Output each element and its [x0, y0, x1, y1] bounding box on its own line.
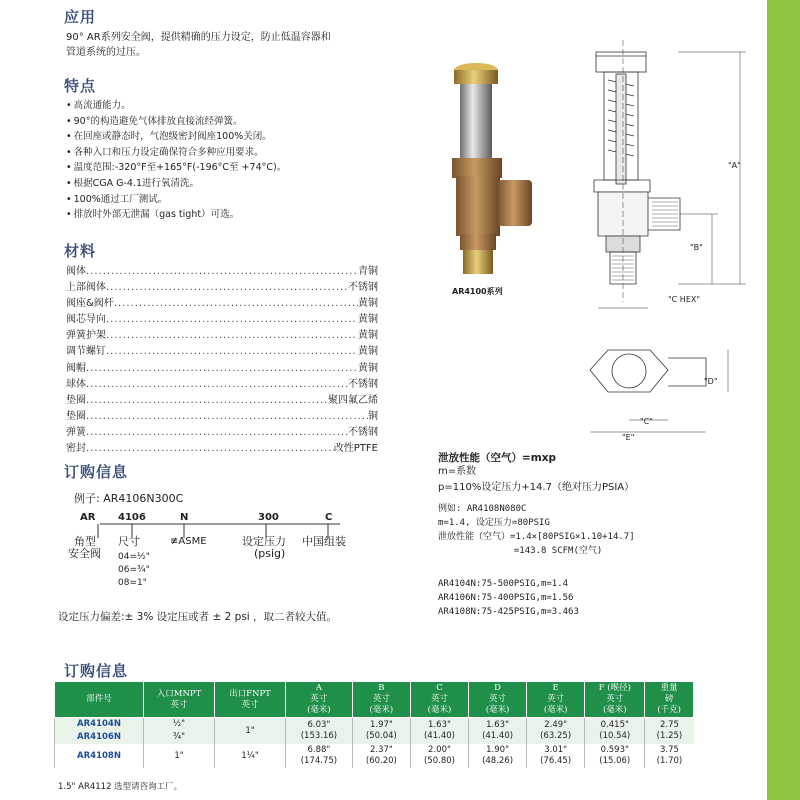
dim-c-label: "C"	[640, 417, 653, 426]
features-heading: 特点	[64, 77, 97, 95]
material-part: 垫圈	[66, 394, 86, 406]
part-number: AR4108N	[55, 744, 144, 768]
material-row	[66, 264, 378, 280]
flow-p-def: p=110%设定压力+14.7（绝对压力PSIA）	[438, 482, 635, 493]
dim-d-label: "D"	[704, 377, 718, 386]
feature-item: • 温度范围:-320°F至+165°F(-196°C至 +74°C)。	[66, 160, 286, 176]
material-value: 黄铜	[358, 330, 378, 342]
valve-inlet-hex	[460, 234, 496, 250]
feature-item: • 排放时外部无泄漏（gas tight）可选。	[66, 207, 286, 223]
dim-c: 1.63" (41.40)	[410, 718, 468, 745]
dim-e: 2.49" (63.25)	[527, 718, 585, 745]
material-row	[66, 280, 378, 296]
ordering-example: 例子: AR4106N300C	[74, 492, 184, 505]
label-asme: ≢ASME	[170, 536, 207, 547]
header-e: E 英寸 (毫米)	[527, 682, 585, 718]
material-part: 垫圈	[66, 410, 86, 422]
material-part: 球体	[66, 378, 86, 390]
feature-item: • 各种入口和压力设定确保符合多种应用要求。	[66, 145, 286, 161]
header-b: B 英寸 (毫米)	[352, 682, 410, 718]
table-heading: 订购信息	[64, 662, 129, 680]
size-option: 04=½"	[118, 552, 150, 562]
header-weight: 重量 磅 (千克)	[645, 682, 694, 718]
photo-caption: AR4100系列	[452, 287, 503, 296]
valve-inlet-thread	[463, 250, 493, 274]
material-part: 弹簧护架	[66, 330, 106, 342]
feature-item: • 100%通过工厂测试。	[66, 192, 286, 208]
label-type: 角型	[74, 535, 96, 548]
code-pressure: 300	[258, 512, 279, 523]
valve-outlet	[498, 180, 532, 226]
flow-range: AR4108N:75-425PSIG,m=3.463	[438, 607, 579, 617]
material-value: 改性PTFE	[333, 443, 378, 455]
code-n: N	[180, 512, 189, 523]
material-part: 调节螺钉	[66, 346, 106, 358]
flow-example-line: 泄放性能（空气）=1.4×[80PSIG×1.10+14.7]	[438, 532, 635, 542]
code-diagram	[70, 510, 360, 590]
application-text-line2: 管道系统的过压。	[66, 47, 146, 58]
header-c: C 英寸 (毫米)	[410, 682, 468, 718]
material-row	[66, 328, 378, 344]
dim-d: 1.63" (41.40)	[469, 718, 527, 745]
table-header-row	[55, 682, 694, 718]
drawing-top-outlet	[668, 358, 706, 386]
dim-f: 0.415" (10.54)	[585, 718, 645, 745]
flow-m-def: m=系数	[438, 466, 477, 477]
material-row	[66, 296, 378, 312]
dim-e-label: "E"	[622, 433, 635, 442]
flow-title: 泄放性能（空气）=mxp	[438, 452, 557, 464]
ordering-table	[54, 681, 694, 768]
dim-d: 1.90" (48.26)	[469, 744, 527, 768]
table-row	[55, 744, 694, 768]
dim-b: 1.97" (50.04)	[352, 718, 410, 745]
dim-b-label: "B"	[690, 243, 703, 252]
label-pressure-unit: (psig)	[254, 547, 286, 560]
materials-list	[66, 264, 378, 457]
material-value: 聚四氟乙烯	[328, 394, 378, 406]
material-value: 黄铜	[358, 362, 378, 374]
materials-heading: 材料	[64, 242, 97, 260]
material-part: 上部阀体	[66, 282, 106, 294]
label-assembly: 中国组装	[302, 535, 346, 548]
dim-a-label: "A"	[728, 161, 741, 170]
valve-body	[456, 176, 500, 236]
dim-chex-label: "C HEX"	[668, 295, 701, 304]
technical-drawing	[568, 40, 748, 450]
header-f: F (喉径) 英寸 (毫米)	[585, 682, 645, 718]
inlet-size: 1"	[144, 744, 215, 768]
label-pressure: 设定压力	[242, 535, 286, 548]
application-text-line1: 90° AR系列安全阀，提供精确的压力设定，防止低温容器和	[66, 32, 331, 43]
outlet-size: 1"	[215, 718, 286, 745]
application-heading: 应用	[64, 8, 97, 26]
material-value: 不锈钢	[348, 426, 378, 438]
green-side-bar	[767, 0, 800, 800]
feature-item: • 在回座或静态时，气泡级密封阀座100%关闭。	[66, 129, 286, 145]
table-footnote: 1.5" AR4112 选型请咨询工厂。	[58, 782, 183, 792]
code-c: C	[325, 512, 333, 523]
ordering-heading: 订购信息	[64, 463, 129, 481]
material-part: 阀座&阀杆	[66, 298, 114, 310]
material-row	[66, 312, 378, 328]
flow-example-line: 例如: AR4108N080C	[438, 504, 527, 514]
material-row	[66, 344, 378, 360]
features-list	[66, 98, 286, 223]
header-outlet: 出口FNPT 英寸	[215, 682, 286, 718]
material-part: 密封	[66, 443, 86, 455]
material-row	[66, 393, 378, 409]
material-row	[66, 377, 378, 393]
part-number: AR4106N	[55, 731, 144, 744]
code-size: 4106	[118, 512, 146, 523]
valve-photo	[430, 58, 540, 283]
material-row	[66, 441, 378, 457]
dim-c: 2.00" (50.80)	[410, 744, 468, 768]
feature-item: • 90°的构造避免气体排放直接流经弹簧。	[66, 114, 286, 130]
header-part: 部件号	[55, 682, 144, 718]
flow-example-line: m=1.4, 设定压力=80PSIG	[438, 518, 550, 528]
feature-item: • 根据CGA G-4.1进行氧清洗。	[66, 176, 286, 192]
flow-range: AR4104N:75-500PSIG,m=1.4	[438, 579, 569, 589]
material-value: 铜	[368, 410, 378, 422]
material-value: 不锈钢	[348, 282, 378, 294]
label-type2: 安全阀	[68, 547, 101, 560]
outlet-size: 1¼"	[215, 744, 286, 768]
material-value: 黄铜	[358, 346, 378, 358]
material-part: 阀体	[66, 266, 86, 277]
material-row	[66, 425, 378, 441]
flow-example-line: =143.8 SCFM(空气)	[438, 546, 603, 556]
pressure-tolerance: 设定压力偏差:± 3% 设定压或者 ± 2 psi ，取二者较大值。	[58, 611, 338, 623]
material-value: 黄铜	[358, 298, 378, 310]
drawing-cap	[596, 52, 646, 72]
dim-a: 6.88" (174.75)	[286, 744, 353, 768]
material-part: 阀芯导向	[66, 314, 106, 326]
dim-b: 2.37" (60.20)	[352, 744, 410, 768]
dim-f: 0.593" (15.06)	[585, 744, 645, 768]
weight: 2.75 (1.25)	[645, 718, 694, 745]
header-inlet: 入口MNPT 英寸	[144, 682, 215, 718]
header-d: D 英寸 (毫米)	[469, 682, 527, 718]
material-part: 弹簧	[66, 426, 86, 438]
weight: 3.75 (1.70)	[645, 744, 694, 768]
material-part: 阀帽	[66, 362, 86, 374]
dim-a: 6.03" (153.16)	[286, 718, 353, 745]
label-size: 尺寸	[118, 535, 140, 548]
flow-range: AR4106N:75-400PSIG,m=1.56	[438, 593, 574, 603]
part-number: AR4104N	[55, 718, 144, 732]
inlet-size: ½"	[144, 718, 215, 732]
material-value: 青铜	[358, 266, 378, 277]
size-option: 08=1"	[118, 578, 147, 588]
inlet-size: ¾"	[144, 731, 215, 744]
drawing-top-hex	[590, 350, 668, 392]
valve-bonnet	[460, 84, 492, 160]
code-ar: AR	[80, 512, 96, 523]
material-value: 黄铜	[358, 314, 378, 326]
material-row	[66, 409, 378, 425]
material-value: 不锈钢	[348, 378, 378, 390]
valve-cap-body	[454, 70, 498, 84]
table-row	[55, 718, 694, 732]
header-a: A 英寸 (毫米)	[286, 682, 353, 718]
feature-item: • 高流通能力。	[66, 98, 286, 114]
dim-e: 3.01" (76.45)	[527, 744, 585, 768]
valve-hex	[452, 158, 502, 178]
material-row	[66, 361, 378, 377]
size-option: 06=¾"	[118, 565, 150, 575]
